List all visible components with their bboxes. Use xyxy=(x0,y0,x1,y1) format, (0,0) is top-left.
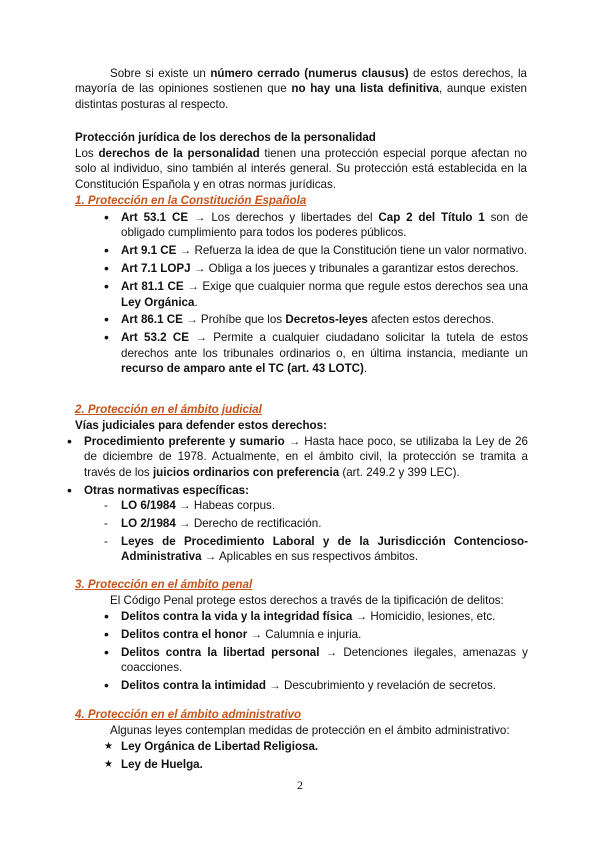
item-text: → Exige que cualquier norma que regule estos derechos sea una xyxy=(183,280,529,294)
section2-title: 2. Protección en el ámbito judicial xyxy=(75,403,262,416)
section1-item-2 xyxy=(121,243,528,258)
intro-text-1: Sobre si existe un xyxy=(110,67,211,80)
item-text: → Prohíbe que los xyxy=(182,313,286,327)
section2-subitem-1 xyxy=(121,498,528,513)
section1-item-4 xyxy=(121,279,528,310)
item-text: → Refuerza la idea de que la Constitución tiene un valor normativo. xyxy=(176,244,528,258)
section3-item-2 xyxy=(121,627,528,642)
item-bold: Delitos contra la intimidad xyxy=(121,679,266,693)
item-text: → Los derechos y libertades del xyxy=(188,211,379,224)
section2-list xyxy=(84,434,528,501)
item-bold: juicios ordinarios con preferencia xyxy=(152,465,340,479)
item-bold: LO 2/1984 xyxy=(121,516,176,530)
item-bold: Decretos-leyes xyxy=(285,313,368,327)
section1-item-1 xyxy=(121,210,528,241)
intro-paragraph xyxy=(75,66,527,112)
item-bold: Delitos contra la libertad personal xyxy=(121,645,320,659)
item-text: → Hasta hace poco, se utilizaba la Ley de 26 de diciembre de 1978. Actualmente, en el ámbito civil, la protección se tramita a través de los xyxy=(84,435,528,479)
item-text: → Detenciones ilegales, amenazas y coacciones. xyxy=(121,645,528,675)
item-bold: recurso de amparo ante el TC (art. 43 LOTC) xyxy=(121,362,364,376)
item-text: → Calumnia e injuria. xyxy=(247,627,362,641)
item-bold: Art 7.1 LOPJ xyxy=(121,262,191,276)
section2-subitem-3 xyxy=(121,534,528,565)
section3-list xyxy=(121,609,528,696)
section4-intro: Algunas leyes contemplan medidas de protección en el ámbito administrativo: xyxy=(110,724,510,737)
item-bold: LO 6/1984 xyxy=(121,499,176,512)
item-bold: Ley Orgánica xyxy=(121,295,195,309)
section4-title: 4. Protección en el ámbito administrativo xyxy=(75,708,302,721)
section3-title: 3. Protección en el ámbito penal xyxy=(75,578,253,591)
intro-bold-2: no hay una lista definitiva xyxy=(291,82,439,96)
item-bold: Art 53.1 CE xyxy=(121,211,189,224)
section2-item-2 xyxy=(84,483,528,498)
section2-subheading: Vías judiciales para defender estos derechos: xyxy=(75,419,327,432)
section1-item-6 xyxy=(121,330,528,376)
section4-item-2 xyxy=(121,757,528,772)
section2-item-1 xyxy=(84,434,528,480)
proteccion-text-1: Los xyxy=(75,147,99,160)
item-bold: Leyes de Procedimiento Laboral y de la Jurisdicción Contencioso-Administrativa xyxy=(121,534,528,564)
item-text: → Habeas corpus. xyxy=(175,499,276,512)
item-text: son de obligado cumplimiento para todos los poderes públicos. xyxy=(121,211,529,240)
proteccion-bold-1: derechos de la personalidad xyxy=(98,147,260,160)
section1-item-3 xyxy=(121,261,528,276)
page-number: 2 xyxy=(297,778,303,792)
item-text: . xyxy=(363,362,368,376)
item-bold: Cap 2 del Título 1 xyxy=(378,211,485,224)
intro-text-3: , aunque existen distintas posturas al respecto. xyxy=(75,82,527,111)
section3-intro: El Código Penal protege estos derechos a través de la tipificación de delitos: xyxy=(110,594,504,607)
item-bold: Otras normativas específicas: xyxy=(84,483,249,497)
section3-item-1 xyxy=(121,609,528,624)
item-bold: Delitos contra la vida y la integridad física xyxy=(121,610,353,623)
section1-title: 1. Protección en la Constitución Española xyxy=(75,194,307,207)
item-text: → Aplicables en sus respectivos ámbitos. xyxy=(201,550,419,564)
item-bold: Ley Orgánica de Libertad Religiosa. xyxy=(121,740,319,753)
section1-item-5 xyxy=(121,312,528,327)
intro-text-2: de estos derechos, la mayoría de las opiniones sostienen que xyxy=(75,67,527,96)
item-bold: Ley de Huelga. xyxy=(121,757,203,771)
item-bold: Art 9.1 CE xyxy=(121,244,177,258)
section3-item-3 xyxy=(121,645,528,676)
item-bold: Delitos contra el honor xyxy=(121,627,248,641)
section2-subitem-2 xyxy=(121,516,528,531)
section4-item-1 xyxy=(121,739,528,754)
intro-bold-1: número cerrado (numerus clausus) xyxy=(210,67,409,80)
item-bold: Art 53.2 CE xyxy=(121,331,190,345)
section3-item-4 xyxy=(121,678,528,693)
item-text: afecten estos derechos. xyxy=(367,313,495,327)
item-text: → Descubrimiento y revelación de secretos. xyxy=(265,679,496,693)
section1-list xyxy=(121,210,528,379)
proteccion-paragraph xyxy=(75,146,527,192)
item-text: → Permite a cualquier ciudadano solicitar la tutela de estos derechos ante los tribunales ordinarios o, en última instancia, mediante un xyxy=(121,331,529,360)
proteccion-text-2: tienen una protección especial porque afectan no solo al individuo, sino también al interés general. Su protección está establecida en la Constitución Española y en otras normas jurídicas. xyxy=(75,147,527,191)
section4-list xyxy=(121,739,528,775)
proteccion-heading: Protección jurídica de los derechos de la personalidad xyxy=(75,131,376,144)
item-text: . xyxy=(194,295,198,309)
item-text: → Derecho de rectificación. xyxy=(175,516,322,530)
item-text: (art. 249.2 y 399 LEC). xyxy=(339,465,460,479)
item-text: → Obliga a los jueces y tribunales a garantizar estos derechos. xyxy=(190,262,519,276)
item-text: → Homicidio, lesiones, etc. xyxy=(352,610,496,623)
item-bold: Art 81.1 CE xyxy=(121,280,184,294)
item-bold: Procedimiento preferente y sumario xyxy=(84,435,285,448)
section2-sublist xyxy=(121,498,528,567)
item-bold: Art 86.1 CE xyxy=(121,313,183,327)
